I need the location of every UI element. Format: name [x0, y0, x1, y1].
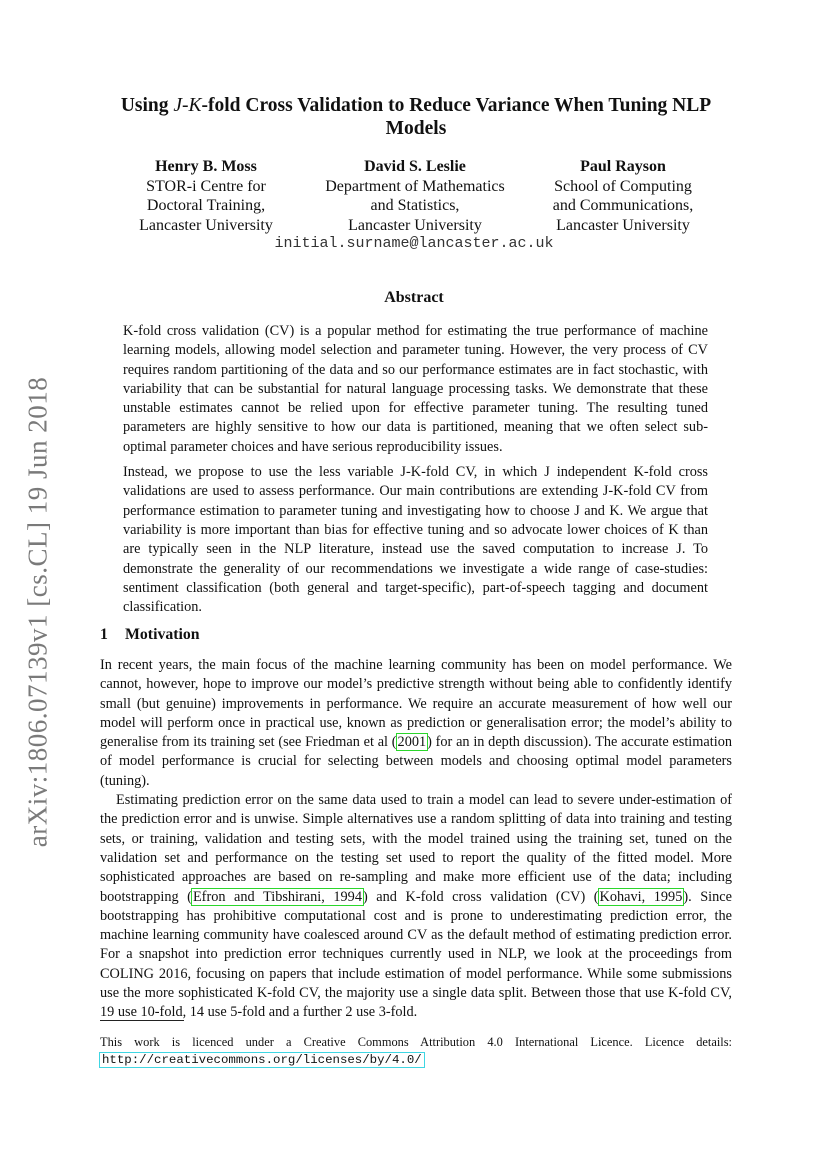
author-2 — [310, 157, 520, 235]
footnote — [100, 1034, 732, 1068]
abstract-paragraph-1: K-fold cross validation (CV) is a popular method for estimating the true performance of machine learning models, allowing model selection and parameter tuning. However, the very process of CV requires random partitioning of the data and so our performance estimates are in fact stochastic, with variability that can be substantial for natural language processing tasks. We demonstrate that these unstable estimates cannot be relied upon for effective parameter tuning. The resulting tuned parameters are highly sensitive to how our data is partitioned, meaning that we often select sub-optimal parameter choices and have serious reproducibility issues. — [123, 323, 708, 455]
author-name: Paul Rayson — [580, 158, 666, 175]
footnote-rule — [100, 1020, 184, 1021]
licence-url-link[interactable]: http://creativecommons.org/licenses/by/4.0/ — [102, 1052, 422, 1067]
footnote-text: This work is licenced under a Creative Commons Attribution 4.0 International Licence. Licence details: — [100, 1035, 732, 1049]
body-text: ) for an in depth discussion). The accurate estimation of model performance is crucial for selecting between models and choosing optimal model parameters (tuning). — [100, 734, 732, 789]
paper-title — [100, 94, 732, 140]
affiliation-line: School of Computing — [554, 177, 692, 195]
author-3 — [538, 157, 708, 235]
affiliation-line: STOR-i Centre for — [146, 177, 266, 195]
citation-link[interactable]: Efron and Tibshirani, 1994 — [192, 888, 362, 905]
citation-link[interactable]: 2001 — [397, 734, 427, 751]
affiliation-line: and Statistics, — [370, 197, 460, 215]
title-suffix: -fold Cross Validation to Reduce Variance When Tuning NLP Models — [201, 95, 712, 139]
section-body — [100, 656, 732, 1023]
body-text: ) and K-fold cross validation (CV) ( — [362, 888, 599, 905]
author-1 — [124, 157, 288, 235]
body-text: ). Since bootstrapping has prohibitive computational cost and is prone to underestimating prediction error, the machine learning community have coalesced around CV as the default method of estimating prediction error. For a snapshot into prediction error techniques currently used in NLP, we look at the proceedings from COLING 2016, focusing on papers that include estimation of model performance. While some submissions use the more sophisticated K-fold CV, the majority use a single data split. Between those that use K-fold CV, 19 use 10-fold, 14 use 5-fold and a further 2 use 3-fold. — [100, 888, 732, 1021]
affiliation-line: Lancaster University — [139, 216, 273, 234]
section-number: 1 — [100, 626, 108, 643]
title-prefix: Using — [120, 95, 174, 116]
author-email: initial.surname@lancaster.ac.uk — [274, 235, 554, 252]
citation-link[interactable]: Kohavi, 1995 — [599, 888, 683, 905]
affiliation-line: Lancaster University — [348, 216, 482, 234]
author-name: Henry B. Moss — [155, 158, 257, 175]
author-name: David S. Leslie — [364, 158, 466, 175]
section-title: Motivation — [125, 626, 200, 643]
affiliation-line: Doctoral Training, — [146, 197, 266, 215]
arxiv-stamp: arXiv:1806.07139v1 [cs.CL] 19 Jun 2018 — [22, 376, 53, 848]
body-text: In recent years, the main focus of the machine learning community has been on model performance. We cannot, however, hope to improve our model’s predictive strength without being able to confidently identify small (but genuine) improvements in performance. We require an accurate measurement of how well our model will perform once in practical use, known as prediction or generalisation error; the model’s ability to generalise from its training set (see Friedman et al ( — [100, 657, 732, 751]
affiliation-line: Lancaster University — [556, 216, 690, 234]
body-paragraph-1 — [100, 656, 732, 791]
affiliation-line: Department of Mathematics — [325, 177, 505, 195]
abstract-paragraph-2: Instead, we propose to use the less variable J-K-fold CV, in which J independent K-fold cross validations are used to assess performance. Our main contributions are extending J-K-fold CV from performance estimation to parameter tuning and investigating how to choose J and K. We argue that variability is more important than bias for effective tuning and so advocate lower choices of K than are typically seen in the NLP literature, instead use the saved computation to increase J. To demonstrate the generality of our recommendations we investigate a wide range of case-studies: sentiment classification (both general and target-specific), part-of-speech tagging and document classification. — [123, 464, 708, 616]
section-heading — [100, 626, 200, 644]
abstract — [123, 322, 708, 623]
body-paragraph-2 — [100, 791, 732, 1023]
body-text: Estimating prediction error on the same data used to train a model can lead to severe under-estimation of the prediction error and is unwise. Simple alternatives use a random splitting of data into training and testing sets, or training, validation and testing sets, with the model trained using the training set, tuned on the validation set and performance on the testing set used to report the quality of the fitted model. More sophisticated approaches are based on re-sampling and make more efficient use of the data; including bootstrapping ( — [100, 792, 732, 905]
abstract-heading: Abstract — [384, 289, 444, 306]
title-math: J-K — [173, 95, 202, 116]
affiliation-line: and Communications, — [552, 197, 694, 215]
